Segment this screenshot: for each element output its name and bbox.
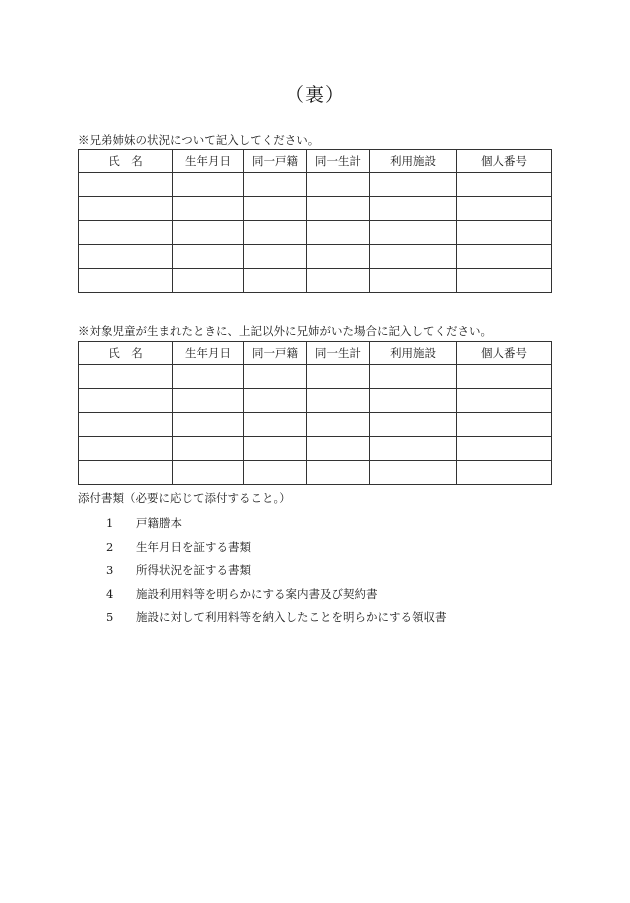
table-cell[interactable]	[370, 461, 457, 485]
table-cell[interactable]	[307, 173, 370, 197]
table-cell[interactable]	[173, 365, 244, 389]
siblings-table	[78, 149, 552, 293]
item-text: 施設に対して利用料等を納入したことを明らかにする領収書	[136, 610, 447, 624]
table-cell[interactable]	[244, 197, 307, 221]
table-row	[79, 173, 552, 197]
table-cell[interactable]	[173, 221, 244, 245]
item-number: 5	[106, 610, 114, 624]
table-cell[interactable]	[457, 389, 552, 413]
table-cell[interactable]	[244, 389, 307, 413]
table-cell[interactable]	[173, 197, 244, 221]
table-cell[interactable]	[244, 245, 307, 269]
table-cell[interactable]	[457, 221, 552, 245]
header-same-family-register: 同一戸籍	[244, 342, 307, 365]
table-cell[interactable]	[244, 413, 307, 437]
list-item	[100, 515, 447, 539]
header-name: 氏 名	[79, 342, 173, 365]
table-cell[interactable]	[370, 173, 457, 197]
table-cell[interactable]	[307, 413, 370, 437]
item-number: 3	[106, 563, 114, 577]
header-facility: 利用施設	[370, 150, 457, 173]
table-header-row	[79, 342, 552, 365]
item-number: 2	[106, 539, 114, 554]
table-cell[interactable]	[457, 413, 552, 437]
item-number: 4	[106, 586, 114, 601]
table-cell[interactable]	[244, 437, 307, 461]
table-cell[interactable]	[79, 365, 173, 389]
header-individual-number: 個人番号	[457, 342, 552, 365]
header-same-household: 同一生計	[307, 342, 370, 365]
table-cell[interactable]	[79, 245, 173, 269]
table-cell[interactable]	[370, 197, 457, 221]
table-cell[interactable]	[370, 245, 457, 269]
older-siblings-note: ※対象児童が生まれたときに、上記以外に兄姉がいた場合に記入してください。	[78, 324, 492, 338]
table-cell[interactable]	[173, 389, 244, 413]
table-cell[interactable]	[79, 269, 173, 293]
item-text: 生年月日を証する書類	[136, 539, 251, 554]
list-item	[100, 562, 447, 586]
table-cell[interactable]	[79, 221, 173, 245]
table-cell[interactable]	[370, 389, 457, 413]
table-cell[interactable]	[307, 365, 370, 389]
table-cell[interactable]	[307, 437, 370, 461]
item-number: 1	[106, 516, 114, 530]
header-birthdate: 生年月日	[173, 342, 244, 365]
table-cell[interactable]	[307, 221, 370, 245]
table-cell[interactable]	[244, 269, 307, 293]
page-title: （裏）	[284, 84, 345, 106]
item-text: 施設利用料等を明らかにする案内書及び契約書	[136, 586, 378, 601]
table-cell[interactable]	[457, 245, 552, 269]
table-cell[interactable]	[244, 365, 307, 389]
table-row	[79, 461, 552, 485]
table-cell[interactable]	[173, 173, 244, 197]
list-item	[100, 539, 447, 563]
table-cell[interactable]	[79, 173, 173, 197]
table-cell[interactable]	[79, 413, 173, 437]
table-row	[79, 221, 552, 245]
table-cell[interactable]	[307, 461, 370, 485]
table-cell[interactable]	[307, 389, 370, 413]
item-text: 所得状況を証する書類	[136, 563, 251, 577]
table-row	[79, 365, 552, 389]
table-cell[interactable]	[307, 197, 370, 221]
table-cell[interactable]	[173, 437, 244, 461]
table-row	[79, 437, 552, 461]
header-facility: 利用施設	[370, 342, 457, 365]
table-cell[interactable]	[457, 437, 552, 461]
table-cell[interactable]	[244, 221, 307, 245]
table-cell[interactable]	[457, 365, 552, 389]
list-item	[100, 609, 447, 633]
table-cell[interactable]	[457, 197, 552, 221]
header-individual-number: 個人番号	[457, 150, 552, 173]
table-cell[interactable]	[173, 413, 244, 437]
table-row	[79, 413, 552, 437]
table-cell[interactable]	[173, 269, 244, 293]
table-cell[interactable]	[307, 245, 370, 269]
table-cell[interactable]	[79, 389, 173, 413]
item-text: 戸籍謄本	[136, 516, 182, 530]
table-cell[interactable]	[370, 365, 457, 389]
table-cell[interactable]	[370, 413, 457, 437]
table-row	[79, 245, 552, 269]
table-cell[interactable]	[307, 269, 370, 293]
table-cell[interactable]	[244, 461, 307, 485]
header-same-family-register: 同一戸籍	[244, 150, 307, 173]
header-same-household: 同一生計	[307, 150, 370, 173]
table-cell[interactable]	[457, 269, 552, 293]
siblings-note: ※兄弟姉妹の状況について記入してください。	[78, 133, 320, 147]
header-birthdate: 生年月日	[173, 150, 244, 173]
table-cell[interactable]	[244, 173, 307, 197]
table-cell[interactable]	[173, 461, 244, 485]
table-cell[interactable]	[79, 197, 173, 221]
table-cell[interactable]	[79, 437, 173, 461]
table-row	[79, 389, 552, 413]
attachments-title: 添付書類（必要に応じて添付すること。）	[78, 491, 291, 505]
table-row	[79, 197, 552, 221]
table-header-row	[79, 150, 552, 173]
list-item	[100, 586, 447, 610]
table-cell[interactable]	[370, 269, 457, 293]
older-siblings-table	[78, 341, 552, 485]
table-cell[interactable]	[370, 437, 457, 461]
table-row	[79, 269, 552, 293]
header-name: 氏 名	[79, 150, 173, 173]
table-cell[interactable]	[457, 461, 552, 485]
attachments-list	[100, 515, 447, 633]
table-cell[interactable]	[79, 461, 173, 485]
table-cell[interactable]	[173, 245, 244, 269]
table-cell[interactable]	[370, 221, 457, 245]
table-cell[interactable]	[457, 173, 552, 197]
